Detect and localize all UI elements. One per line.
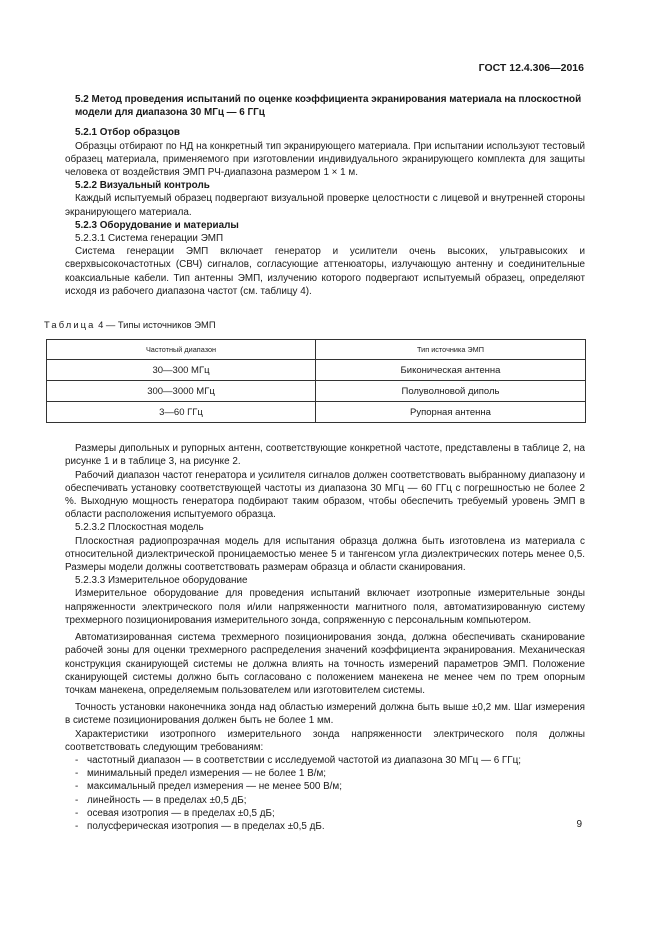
section-5-2-3-2-title: 5.2.3.2 Плоскостная модель: [75, 522, 204, 534]
table-header-frequency: Частотный диапазон: [47, 340, 316, 360]
table-header-source-type: Тип источника ЭМП: [316, 340, 586, 360]
list-item: - частотный диапазон — в соответствии с исследуемой частотой из диапазона 30 МГц — 6 ГГц;: [75, 754, 585, 767]
section-5-2-2-text: Каждый испытуемый образец подвергают визуальной проверке целостности с лицевой и внутренней стороны экранирующего материала.: [65, 193, 585, 218]
table-caption-text: 4 — Типы источников ЭМП: [95, 319, 216, 331]
section-5-2-title: 5.2 Метод проведения испытаний по оценке коэффициента экранирования материала на плоскостной модели для диапазона 30 МГц — 6 ГГц: [75, 94, 582, 119]
section-5-2-1-text: Образцы отбирают по НД на конкретный тип экранирующего материала. При испытании используют тестовый образец материала, применяемого при изготовлении индивидуального экранирующего комплекта для защиты человека от воздействия ЭМП РЧ-диапазона размером 1 × 1 м.: [65, 140, 585, 179]
section-5-2-3-3-title: 5.2.3.3 Измерительное оборудование: [75, 575, 248, 587]
paragraph-positioning-system: Автоматизированная система трехмерного позиционирования зонда, должна обеспечивать сканирование рабочей зоны для оценки трехмерного распределения значений коэффициента экранирования. Механическая конструкция сканирующей системы не должна влиять на точность измерений параметров ЭМП. Положение сканирующей системы должно быть согласовано с положением манекена не менее чем по трем опорным точкам манекена, определяемым пользователем или изготовителем системы.: [65, 632, 585, 696]
section-5-2-2-title: 5.2.2 Визуальный контроль: [75, 180, 210, 192]
section-5-2-3-1-title: 5.2.3.1 Система генерации ЭМП: [75, 233, 224, 245]
table-cell: 3—60 ГГц: [47, 402, 316, 423]
paragraph-probe-characteristics: Характеристики изотропного измерительного зонда напряженности электрического поля должны соответствовать следующим требованиям:: [65, 728, 585, 753]
paragraph-antenna-sizes: Размеры дипольных и рупорных антенн, соответствующие конкретной частоте, представлены в таблице 2, на рисунке 1 и в таблице 3, на рисунке 2.: [65, 443, 585, 468]
paragraph-accuracy: Точность установки наконечника зонда над областью измерений должна быть выше ±0,2 мм. Шаг измерения в системе позиционирования должен быть не более 1 мм.: [65, 702, 585, 727]
table-row: [47, 402, 586, 423]
standard-header: ГОСТ 12.4.306—2016: [478, 62, 584, 74]
page-number: 9: [576, 819, 582, 830]
table-caption-word: Таблица: [44, 319, 96, 331]
table-header-row: [47, 340, 586, 360]
section-5-2-3-3-text: Измерительное оборудование для проведения испытаний включает изотропные измерительные зонды напряженности электрического поля и/или напряженности магнитного поля, автоматизированную систему трехмерного позиционирования измерительного зонда, сопряженную с персональным компьютером.: [65, 588, 585, 626]
table-cell: 30—300 МГц: [47, 360, 316, 381]
table-cell: Биконическая антенна: [316, 360, 586, 381]
table-4: [46, 339, 586, 423]
table-row: [47, 360, 586, 381]
requirements-list: [75, 754, 585, 833]
section-5-2-3-title: 5.2.3 Оборудование и материалы: [75, 219, 239, 231]
section-5-2-1-title: 5.2.1 Отбор образцов: [75, 127, 180, 139]
document-body: [44, 93, 585, 833]
list-item: - осевая изотропия — в пределах ±0,5 дБ;: [75, 807, 585, 820]
table-cell: 300—3000 МГц: [47, 381, 316, 402]
section-5-2-3-1-text: Система генерации ЭМП включает генератор и усилители очень высоких, ультравысоких и сверхвысокочастотных (СВЧ) сигналов, согласующие аттенюаторы, излучающую антенну и соединительные коаксиальные кабели. Тип антенны ЭМП, излучению которого подвергают испытуемый образец, определяют исходя из рабочего диапазона частот (см. таблицу 4).: [65, 246, 585, 297]
table-cell: Рупорная антенна: [316, 402, 586, 423]
list-item: - полусферическая изотропия — в пределах ±0,5 дБ.: [75, 820, 585, 833]
table-row: [47, 381, 586, 402]
list-item: - линейность — в пределах ±0,5 дБ;: [75, 794, 585, 807]
list-item: - максимальный предел измерения — не менее 500 В/м;: [75, 780, 585, 793]
table-cell: Полуволновой диполь: [316, 381, 586, 402]
table-4-caption: [44, 318, 585, 331]
section-5-2-3-2-text: Плоскостная радиопрозрачная модель для испытания образца должна быть изготовлена из материала с относительной диэлектрической проницаемостью менее 5 и тангенсом угла диэлектрических потерь менее 0,5. Размеры модели должны соответствовать размерам образца и области сканирования.: [65, 535, 585, 574]
list-item: - минимальный предел измерения — не более 1 В/м;: [75, 767, 585, 780]
paragraph-operating-range: Рабочий диапазон частот генератора и усилителя сигналов должен соответствовать выбранному диапазону и обеспечивать установку соответствующей частоты из диапазона 30 МГц — 60 ГГц с погрешностью не более 2 %. Выходную мощность генератора подбирают таким образом, чтобы обеспечить требуемый уровень ЭМП в области расположения испытуемого образца.: [65, 469, 585, 521]
